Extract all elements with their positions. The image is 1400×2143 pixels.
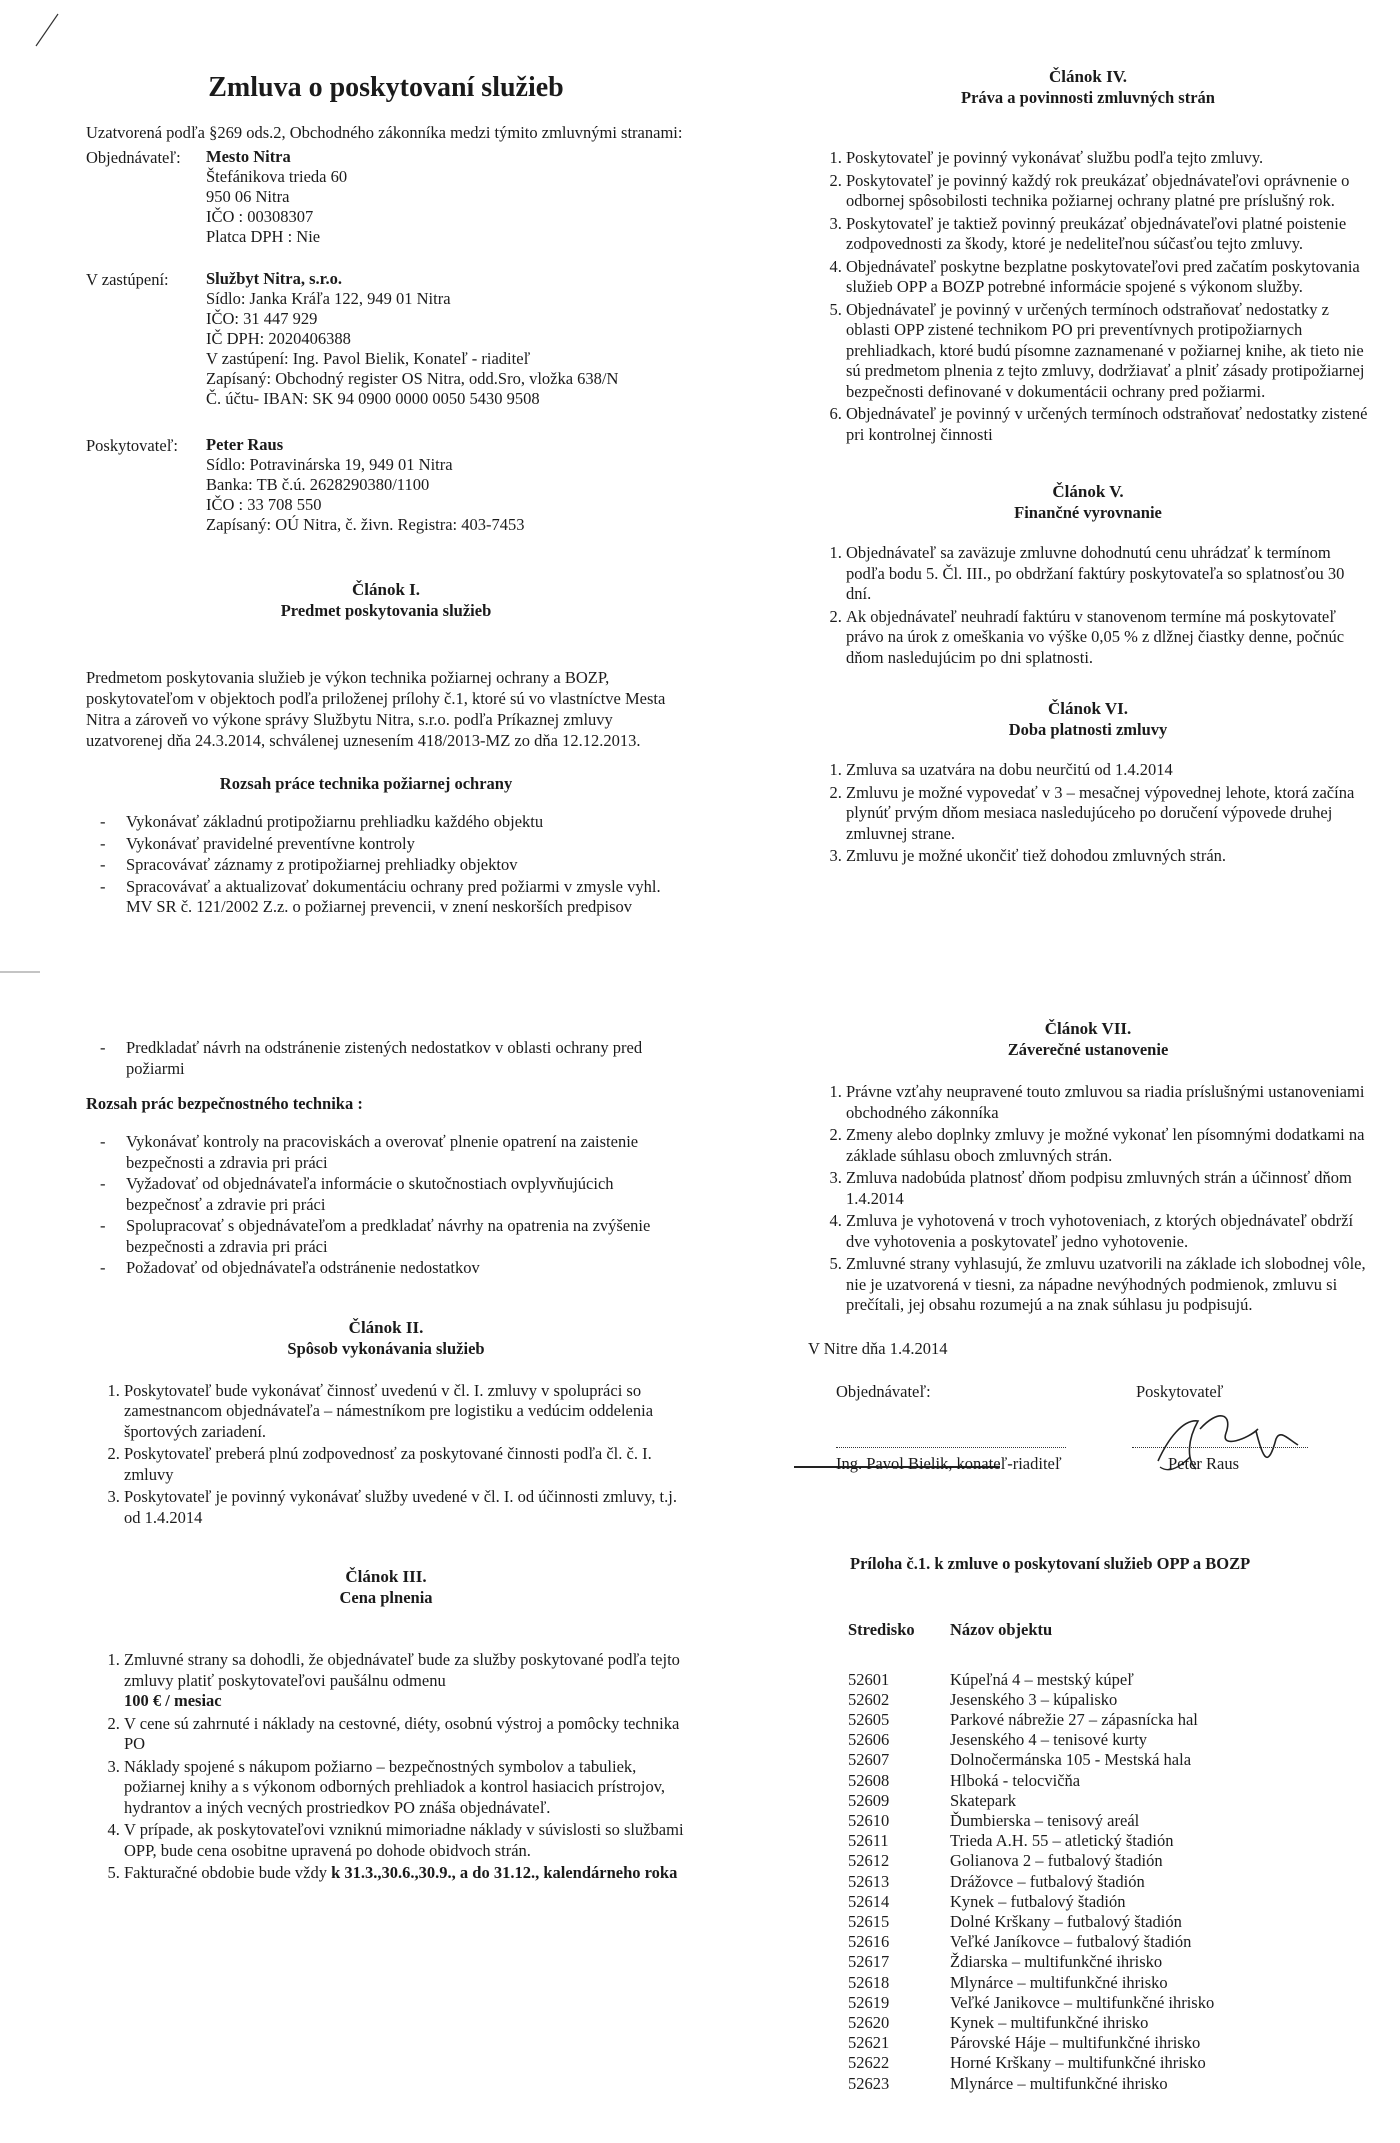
list-item: 2. V cene sú zahrnuté i náklady na cestovné, diéty, osobnú výstroj a pomôcky technika PO bbox=[124, 1714, 686, 1755]
table-cell: Dolné Krškany – futbalový štadión bbox=[950, 1911, 1182, 1931]
table-header-cell: Názov objektu bbox=[950, 1619, 1053, 1639]
article-items bbox=[86, 1381, 686, 1529]
table-row bbox=[848, 1710, 1214, 1730]
table-cell: 52622 bbox=[848, 2053, 890, 2073]
article-7 bbox=[808, 1018, 1368, 1316]
table-cell: Jesenského 3 – kúpalisko bbox=[950, 1689, 1118, 1709]
party-line: IČO : 00308307 bbox=[206, 207, 314, 226]
table-row bbox=[848, 1690, 1214, 1710]
party-line: Sídlo: Potravinárska 19, 949 01 Nitra bbox=[206, 455, 453, 474]
signature-line-left bbox=[836, 1425, 1066, 1448]
table-row bbox=[848, 1771, 1214, 1791]
article-4 bbox=[808, 66, 1368, 445]
list-item: - Spracovávať a aktualizovať dokumentáciu ochrany pred požiarmi v zmysle vyhl. MV SR č. 121/2002 Z.z. o požiarnej prevencii, v znení neskorších predpisov bbox=[126, 877, 686, 918]
article-title: Cena plnenia bbox=[339, 1588, 433, 1607]
table-cell: Skatepark bbox=[950, 1790, 1016, 1810]
party-name: Mesto Nitra bbox=[206, 147, 291, 166]
party-line: Č. účtu- IBAN: SK 94 0900 0000 0050 5430 9508 bbox=[206, 389, 540, 408]
article-heading: Článok V. bbox=[1052, 482, 1124, 501]
list-item bbox=[124, 1650, 686, 1712]
article-3 bbox=[86, 1566, 686, 1884]
table-row bbox=[848, 2074, 1214, 2094]
place-date: V Nitre dňa 1.4.2014 bbox=[808, 1338, 948, 1358]
table-cell: 52621 bbox=[848, 2033, 890, 2053]
party-line: 950 06 Nitra bbox=[206, 187, 290, 206]
article-6 bbox=[808, 698, 1368, 867]
party-line: Banka: TB č.ú. 2628290380/1100 bbox=[206, 475, 430, 494]
list-item: - Spracovávať záznamy z protipožiarnej prehliadky objektov bbox=[126, 855, 686, 876]
table-cell: Kúpeľná 4 – mestský kúpeľ bbox=[950, 1669, 1134, 1689]
party-details bbox=[206, 147, 347, 247]
table-cell: Veľké Janikovce – multifunkčné ihrisko bbox=[950, 1992, 1215, 2012]
list-item: - Vykonávať kontroly na pracoviskách a overovať plnenie opatrení na zaistenie bezpečnosti a zdravia pri práci bbox=[126, 1132, 686, 1173]
list-item: 4. Objednávateľ poskytne bezplatne poskytovateľovi pred začatím poskytovania služieb OPP a BOZP potrebné informácie spojené s výkonom služby. bbox=[846, 257, 1368, 298]
party-line: Zapísaný: Obchodný register OS Nitra, odd.Sro, vložka 638/N bbox=[206, 369, 619, 388]
table-cell: Ďumbierska – tenisový areál bbox=[950, 1810, 1140, 1830]
list-item: 5. Zmluvné strany vyhlasujú, že zmluvu uzatvorili na základe ich slobodnej vôle, nie je uzatvorená v tiesni, za nápadne nevýhodných podmienok, zmluvu si prečítali, jej obsahu rozumejú a na znak súhlasu ju podpisujú. bbox=[846, 1254, 1368, 1316]
party-name: Peter Raus bbox=[206, 435, 284, 454]
list-item: 4. V prípade, ak poskytovateľovi vzniknú mimoriadne náklady v súvislosti so službami OPP, bude cena osobitne upravená po dohode obidvoch strán. bbox=[124, 1820, 686, 1861]
list-item: 3. Poskytovateľ je taktiež povinný preukázať objednávateľovi platné poistenie zodpovednosti za škody, ktoré je nedeliteľnou súčasťou tejto zmluvy. bbox=[846, 214, 1368, 255]
list-item: 2. Poskytovateľ preberá plnú zodpovednosť za poskytované činnosti podľa čl. č. I. zmluvy bbox=[124, 1444, 686, 1485]
article-title: Práva a povinnosti zmluvných strán bbox=[961, 88, 1215, 107]
article-heading: Článok VI. bbox=[1048, 699, 1128, 718]
party-label: Poskytovateľ: bbox=[86, 436, 178, 455]
table-cell: Mlynárce – multifunkčné ihrisko bbox=[950, 2073, 1168, 2093]
table-cell: Ždiarska – multifunkčné ihrisko bbox=[950, 1952, 1163, 1972]
scope-bt-title: Rozsah prác bezpečnostného technika : bbox=[86, 1094, 363, 1113]
party-line: V zastúpení: Ing. Pavol Bielik, Konateľ - riaditeľ bbox=[206, 349, 531, 368]
table-cell: Hlboká - telocvičňa bbox=[950, 1770, 1081, 1790]
table-row bbox=[848, 2013, 1214, 2033]
article-items bbox=[808, 1082, 1368, 1316]
table-cell: 52601 bbox=[848, 1669, 890, 1689]
party-details bbox=[206, 269, 618, 409]
article-items bbox=[808, 543, 1368, 668]
list-item: 3. Poskytovateľ je povinný vykonávať služby uvedené v čl. I. od účinnosti zmluvy, t.j. od 1.4.2014 bbox=[124, 1487, 686, 1528]
party-line: Štefánikova trieda 60 bbox=[206, 167, 348, 186]
list-item: 3. Zmluva nadobúda platnosť dňom podpisu zmluvných strán a účinnosť dňom 1.4.2014 bbox=[846, 1168, 1368, 1209]
table-row bbox=[848, 1750, 1214, 1770]
signature-name-left: Ing. Pavol Bielik, konateľ-riaditeľ bbox=[836, 1453, 1062, 1473]
table-cell: Párovské Háje – multifunkčné ihrisko bbox=[950, 2033, 1201, 2053]
table-cell: Trieda A.H. 55 – atletický štadión bbox=[950, 1831, 1174, 1851]
table-cell: Jesenského 4 – tenisové kurty bbox=[950, 1730, 1148, 1750]
table-row bbox=[848, 1993, 1214, 2013]
list-item: 5. Objednávateľ je povinný v určených termínoch odstraňovať nedostatky z oblasti OPP zistené technikom PO pri preventívnych protipožiarnych prehliadkach, ktoré budú písomne zaznamenané v požiarnej knihe, ak tieto nie sú predmetom plnenia z tejto zmluvy, dodržiavať a plniť zásady protipožiarnej bezpečnosti definované v dokumentácii ochrany pred požiarmi. bbox=[846, 300, 1368, 403]
table-cell: 52610 bbox=[848, 1810, 890, 1830]
table-row bbox=[848, 2053, 1214, 2073]
item-text: Fakturačné obdobie bude vždy bbox=[124, 1863, 332, 1882]
list-item: - Požadovať od objednávateľa odstránenie nedostatkov bbox=[126, 1258, 686, 1279]
table-cell: 52613 bbox=[848, 1871, 890, 1891]
table-cell: Kynek – futbalový štadión bbox=[950, 1891, 1126, 1911]
article-title: Záverečné ustanovenie bbox=[1007, 1040, 1169, 1059]
scope-po-list-cont bbox=[86, 1038, 686, 1079]
list-item: 2. Poskytovateľ je povinný každý rok preukázať objednávateľovi oprávnenie o odbornej spôsobilosti technika požiarnej ochrany platné pre príslušný rok. bbox=[846, 171, 1368, 212]
document-title: Zmluva o poskytovaní služieb bbox=[208, 72, 564, 103]
party-line: IČO: 31 447 929 bbox=[206, 309, 318, 328]
table-row bbox=[848, 1811, 1214, 1831]
party-zastupenie bbox=[86, 269, 686, 409]
intro-text: Uzatvorená podľa §269 ods.2, Obchodného zákonníka medzi týmito zmluvnými stranami: bbox=[86, 123, 683, 142]
article-title: Doba platnosti zmluvy bbox=[1008, 720, 1168, 739]
party-label: V zastúpení: bbox=[86, 270, 169, 289]
article-title: Spôsob vykonávania služieb bbox=[287, 1338, 485, 1358]
billing-periods: k 31.3.,30.6.,30.9., a do 31.12., kalendárneho roka bbox=[331, 1863, 678, 1882]
fee-amount: 100 € / mesiac bbox=[124, 1691, 222, 1710]
table-cell: 52620 bbox=[848, 2012, 890, 2032]
table-cell: 52616 bbox=[848, 1932, 890, 1952]
table-cell: Veľké Janíkovce – futbalový štadión bbox=[950, 1932, 1192, 1952]
table-cell: Mlynárce – multifunkčné ihrisko bbox=[950, 1972, 1168, 1992]
table-cell: 52608 bbox=[848, 1770, 890, 1790]
table-row bbox=[848, 1912, 1214, 1932]
party-line: IČ DPH: 2020406388 bbox=[206, 329, 351, 348]
list-item: - Predkladať návrh na odstránenie zistených nedostatkov v oblasti ochrany pred požiarmi bbox=[126, 1038, 686, 1079]
table-row bbox=[848, 1973, 1214, 1993]
list-item: 1. Objednávateľ sa zaväzuje zmluvne dohodnutú cenu uhrádzať k termínom podľa bodu 5. Čl. III., po obdržaní faktúry poskytovateľa so splatnosťou 30 dní. bbox=[846, 543, 1368, 605]
table-cell: 52619 bbox=[848, 1992, 890, 2012]
table-header-row bbox=[848, 1620, 1214, 1670]
table-row bbox=[848, 2033, 1214, 2053]
table-cell: 52615 bbox=[848, 1911, 890, 1931]
table-row bbox=[848, 1952, 1214, 1972]
table-cell: Kynek – multifunkčné ihrisko bbox=[950, 2012, 1149, 2032]
list-item: 2. Ak objednávateľ neuhradí faktúru v stanovenom termíne má poskytovateľ právo na úrok z omeškania vo výške 0,05 % z dlžnej čiastky denne, počnúc dňom nasledujúcim po dni splatnosti. bbox=[846, 607, 1368, 669]
party-name: Službyt Nitra, s.r.o. bbox=[206, 269, 342, 288]
table-cell: 52618 bbox=[848, 1972, 890, 1992]
list-item: 2. Zmeny alebo doplnky zmluvy je možné vykonať len písomnými dodatkami na základe súhlasu oboch zmluvných strán. bbox=[846, 1125, 1368, 1166]
article-items bbox=[808, 148, 1368, 445]
signature-block bbox=[808, 1381, 1368, 1491]
list-item bbox=[124, 1863, 686, 1884]
article-text: Predmetom poskytovania služieb je výkon technika požiarnej ochrany a BOZP, poskytovateľom v objektoch podľa priloženej prílohy č.1, ktoré sú vo vlastníctve Mesta Nitra a zároveň vo výkone správy Službytu Nitra, s.r.o. podľa Príkaznej zmluvy uzatvorenej dňa 24.3.2014, schválenej uznesením 418/2013-MZ zo dňa 12.12.2013. bbox=[86, 668, 666, 750]
article-5 bbox=[808, 481, 1368, 668]
article-heading: Článok I. bbox=[351, 580, 421, 599]
list-item: 6. Objednávateľ je povinný v určených termínoch odstraňovať nedostatky zistené pri kontrolnej činnosti bbox=[846, 404, 1368, 445]
table-cell: 52605 bbox=[848, 1709, 890, 1729]
table-cell: 52607 bbox=[848, 1750, 890, 1770]
table-cell: 52612 bbox=[848, 1851, 890, 1871]
objects-table bbox=[848, 1620, 1214, 2094]
party-objednavatel bbox=[86, 147, 686, 247]
table-row bbox=[848, 1670, 1214, 1690]
list-item: 4. Zmluva je vyhotovená v troch vyhotoveniach, z ktorých objednávateľ obdrží dve vyhotovenia a poskytovateľ jedno vyhotovenie. bbox=[846, 1211, 1368, 1252]
table-cell: 52611 bbox=[848, 1831, 889, 1851]
table-cell: 52617 bbox=[848, 1952, 890, 1972]
list-item: - Vykonávať základnú protipožiarnu prehliadku každého objektu bbox=[126, 812, 686, 833]
party-line: Sídlo: Janka Kráľa 122, 949 01 Nitra bbox=[206, 289, 451, 308]
table-cell: Golianova 2 – futbalový štadión bbox=[950, 1851, 1163, 1871]
appendix-title: Príloha č.1. k zmluve o poskytovaní služieb OPP a BOZP bbox=[850, 1553, 1251, 1573]
list-item: - Vykonávať pravidelné preventívne kontroly bbox=[126, 834, 686, 855]
table-row bbox=[848, 1932, 1214, 1952]
signature-label-left: Objednávateľ: bbox=[836, 1381, 931, 1401]
scope-po-title: Rozsah práce technika požiarnej ochrany bbox=[219, 774, 513, 793]
party-poskytovatel bbox=[86, 435, 686, 535]
list-item: 3. Náklady spojené s nákupom požiarno – bezpečnostných symbolov a tabuliek, požiarnej knihy a s výkonom odborných prehliadok a kontrol hasiacich prístrojov, hydrantov a iných vecných prostriedkov PO znáša objednávateľ. bbox=[124, 1757, 686, 1819]
table-row bbox=[848, 1851, 1214, 1871]
article-heading: Článok II. bbox=[348, 1317, 424, 1337]
article-heading: Článok III. bbox=[345, 1567, 427, 1586]
table-cell: 52614 bbox=[848, 1891, 890, 1911]
pen-stroke-mark bbox=[36, 14, 58, 46]
table-cell: Drážovce – futbalový štadión bbox=[950, 1871, 1145, 1891]
table-cell: Parkové nábrežie 27 – zápasnícka hal bbox=[950, 1709, 1198, 1729]
table-row bbox=[848, 1831, 1214, 1851]
party-label: Objednávateľ: bbox=[86, 148, 181, 167]
article-2 bbox=[86, 1317, 686, 1529]
table-cell: 52609 bbox=[848, 1790, 890, 1810]
signature-name-right: Peter Raus bbox=[1168, 1453, 1240, 1473]
table-cell: 52606 bbox=[848, 1730, 890, 1750]
item-text: Zmluvné strany sa dohodli, že objednávateľ bude za služby poskytované podľa tejto zmluvy platiť poskytovateľovi paušálnu odmenu bbox=[124, 1650, 680, 1690]
table-cell: Dolnočermánska 105 - Mestská hala bbox=[950, 1750, 1192, 1770]
party-details bbox=[206, 435, 524, 535]
list-item: - Spolupracovať s objednávateľom a predkladať návrhy na opatrenia na zvýšenie bezpečnosti a zdravia pri práci bbox=[126, 1216, 686, 1257]
list-item: 1. Poskytovateľ je povinný vykonávať službu podľa tejto zmluvy. bbox=[846, 148, 1368, 169]
party-line: IČO : 33 708 550 bbox=[206, 495, 322, 514]
list-item: 1. Poskytovateľ bude vykonávať činnosť uvedenú v čl. I. zmluvy v spolupráci so zamestnancom objednávateľa – námestníkom pre logistiku a vedúcim oddelenia športových zariadení. bbox=[124, 1381, 686, 1443]
list-item: 2. Zmluvu je možné vypovedať v 3 – mesačnej výpovednej lehote, ktorá začína plynúť prvým dňom mesiaca nasledujúceho po doručení výpovede druhej zmluvnej strane. bbox=[846, 783, 1368, 845]
article-heading: Článok VII. bbox=[1044, 1019, 1132, 1038]
table-header-cell: Stredisko bbox=[848, 1619, 915, 1639]
party-line: Platca DPH : Nie bbox=[206, 227, 321, 246]
list-item: 3. Zmluvu je možné ukončiť tiež dohodou zmluvných strán. bbox=[846, 846, 1368, 867]
article-1 bbox=[86, 579, 686, 918]
table-row bbox=[848, 1872, 1214, 1892]
signature-label-right: Poskytovateľ bbox=[1136, 1381, 1224, 1401]
party-line: Zapísaný: OÚ Nitra, č. živn. Registra: 403-7453 bbox=[206, 515, 525, 534]
list-item: - Vyžadovať od objednávateľa informácie o skutočnostiach ovplyvňujúcich bezpečnosť a zdravie pri práci bbox=[126, 1174, 686, 1215]
article-heading: Článok IV. bbox=[1048, 67, 1128, 86]
table-cell: Horné Krškany – multifunkčné ihrisko bbox=[950, 2053, 1206, 2073]
scope-po-list bbox=[86, 812, 686, 918]
list-item: 1. Zmluva sa uzatvára na dobu neurčitú od 1.4.2014 bbox=[846, 760, 1368, 781]
article-title: Finančné vyrovnanie bbox=[1014, 503, 1162, 522]
scope-bt-list bbox=[86, 1132, 686, 1279]
article-items bbox=[808, 760, 1368, 867]
table-row bbox=[848, 1892, 1214, 1912]
table-row bbox=[848, 1791, 1214, 1811]
table-cell: 52623 bbox=[848, 2073, 890, 2093]
article-title: Predmet poskytovania služieb bbox=[280, 601, 492, 620]
table-row bbox=[848, 1730, 1214, 1750]
article-items bbox=[86, 1650, 686, 1884]
list-item: 1. Právne vzťahy neupravené touto zmluvou sa riadia príslušnými ustanoveniami obchodného zákonníka bbox=[846, 1082, 1368, 1123]
table-cell: 52602 bbox=[848, 1689, 890, 1709]
